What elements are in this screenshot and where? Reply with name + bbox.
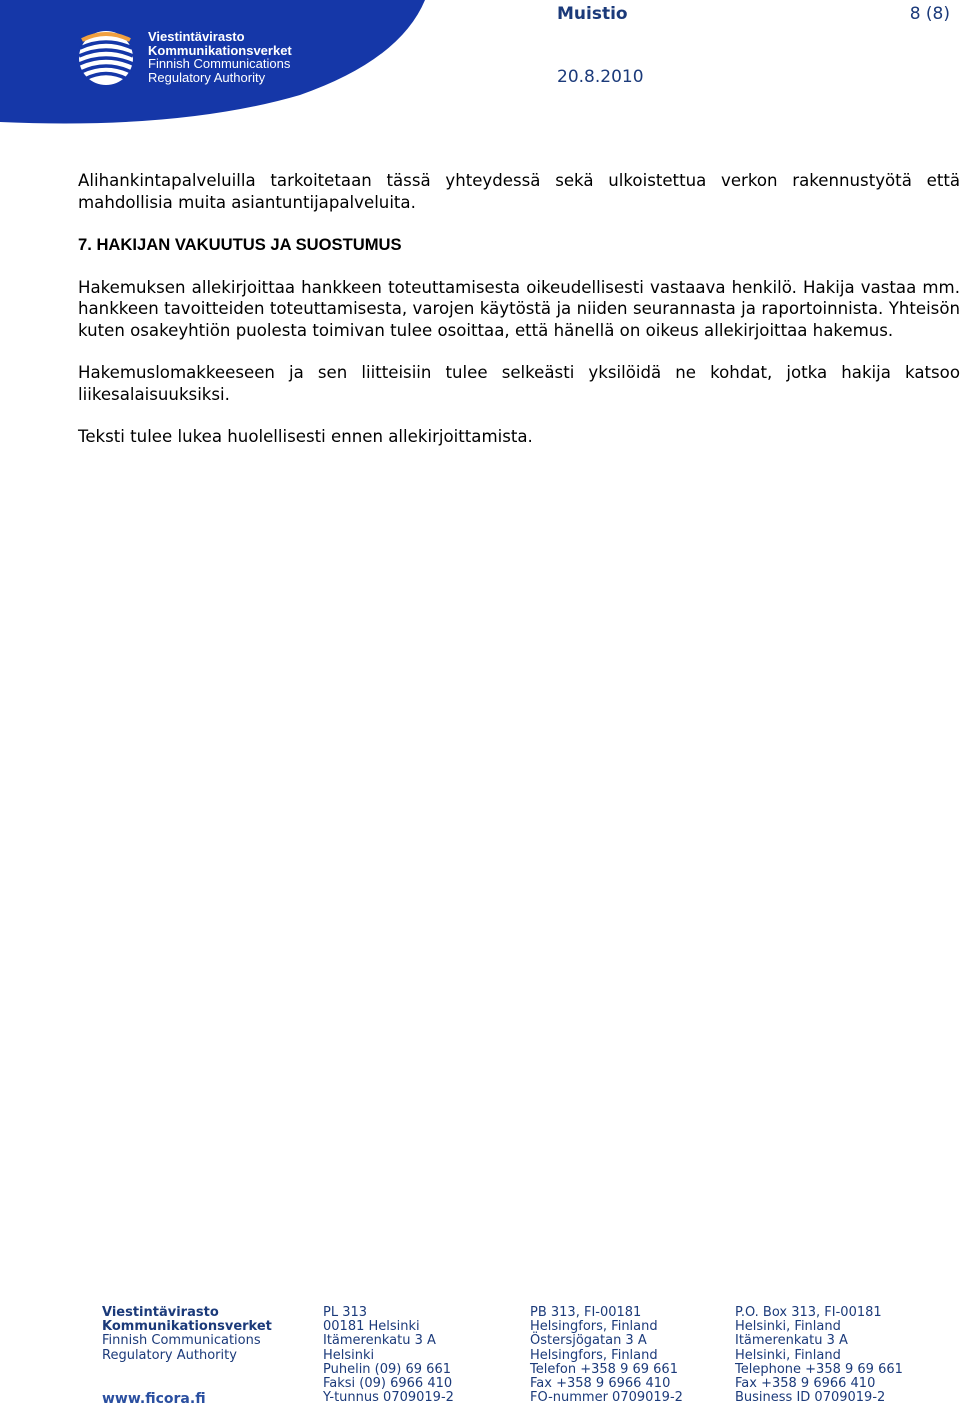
footer-fi-line: Itämerenkatu 3 A: [323, 1333, 436, 1349]
document-date: 20.8.2010: [557, 67, 644, 87]
footer-sv-line: PB 313, FI-00181: [530, 1305, 642, 1320]
footer-fi-line: PL 313: [323, 1305, 368, 1320]
footer-fi-line: Faksi (09) 6966 410: [323, 1376, 453, 1392]
footer-sv-line: Telefon +358 9 69 661: [530, 1361, 678, 1377]
footer-en-line: Telephone +358 9 69 661: [735, 1361, 903, 1377]
page-footer: [0, 1306, 960, 1406]
document-type: Muistio: [557, 4, 628, 24]
logo-line-3: Finnish Communications: [148, 56, 291, 71]
footer-col-agency: [102, 1306, 272, 1363]
footer-en-line: Helsinki, Finland: [735, 1347, 841, 1363]
footer-sv-line: Fax +358 9 6966 410: [530, 1376, 671, 1392]
paragraph-subcontracting: Alihankintapalveluilla tarkoitetaan tässä yhteydessä sekä ulkoistettua verkon rakennustyötä että mahdollisia muita asiantuntijapalveluita.: [78, 171, 960, 212]
footer-sv-line: Östersjögatan 3 A: [530, 1333, 647, 1349]
footer-sv-line: Helsingfors, Finland: [530, 1319, 658, 1335]
footer-col-finnish: [323, 1306, 454, 1405]
footer-agency-en-1: Finnish Communications: [102, 1333, 261, 1349]
footer-en-line: Helsinki, Finland: [735, 1319, 841, 1335]
paragraph-trade-secrets: Hakemuslomakkeeseen ja sen liitteisiin tulee selkeästi yksilöidä ne kohdat, jotka hakija katsoo liikesalaisuuksiksi.: [78, 363, 960, 404]
footer-agency-fi: Viestintävirasto: [102, 1305, 219, 1320]
footer-fi-line: 00181 Helsinki: [323, 1319, 420, 1335]
section-heading: 7. HAKIJAN VAKUUTUS JA SUOSTUMUS: [78, 235, 402, 254]
logo-line-1: Viestintävirasto: [148, 29, 245, 44]
logo-wordmark: [148, 30, 292, 84]
logo-line-2: Kommunikationsverket: [148, 42, 292, 58]
page-number: 8 (8): [909, 4, 950, 24]
footer-en-line: Business ID 0709019-2: [735, 1390, 886, 1406]
footer-agency-sv: Kommunikationsverket: [102, 1319, 272, 1335]
website-link[interactable]: www.ficora.fi: [102, 1391, 206, 1407]
footer-agency-en-2: Regulatory Authority: [102, 1347, 237, 1363]
footer-en-line: Fax +358 9 6966 410: [735, 1376, 876, 1392]
footer-en-line: Itämerenkatu 3 A: [735, 1333, 848, 1349]
footer-fi-line: Helsinki: [323, 1347, 375, 1363]
logo-line-4: Regulatory Authority: [148, 69, 266, 85]
paragraph-signatory: Hakemuksen allekirjoittaa hankkeen toteuttamisesta oikeudellisesti vastaava henkilö. Hakija vastaa mm. hankkeen tavoitteiden toteuttamisesta, varojen käytöstä ja niiden seurannasta ja raportoinnista. Yhteisön kuten osakeyhtiön puolesta toimivan tulee osoittaa, että hänellä on oikeus allekirjoittaa hakemus.: [78, 277, 960, 340]
footer-col-english: [735, 1306, 903, 1405]
paragraph-read-carefully: Teksti tulee lukea huolellisesti ennen allekirjoittamista.: [78, 427, 533, 446]
ficora-logo-icon: [79, 31, 133, 85]
footer-sv-line: Helsingfors, Finland: [530, 1347, 658, 1363]
footer-fi-line: Y-tunnus 0709019-2: [323, 1390, 454, 1406]
footer-col-swedish: [530, 1306, 683, 1405]
footer-fi-line: Puhelin (09) 69 661: [323, 1361, 451, 1377]
footer-sv-line: FO-nummer 0709019-2: [530, 1390, 683, 1406]
footer-en-line: P.O. Box 313, FI-00181: [735, 1305, 882, 1320]
document-body: [78, 170, 960, 469]
